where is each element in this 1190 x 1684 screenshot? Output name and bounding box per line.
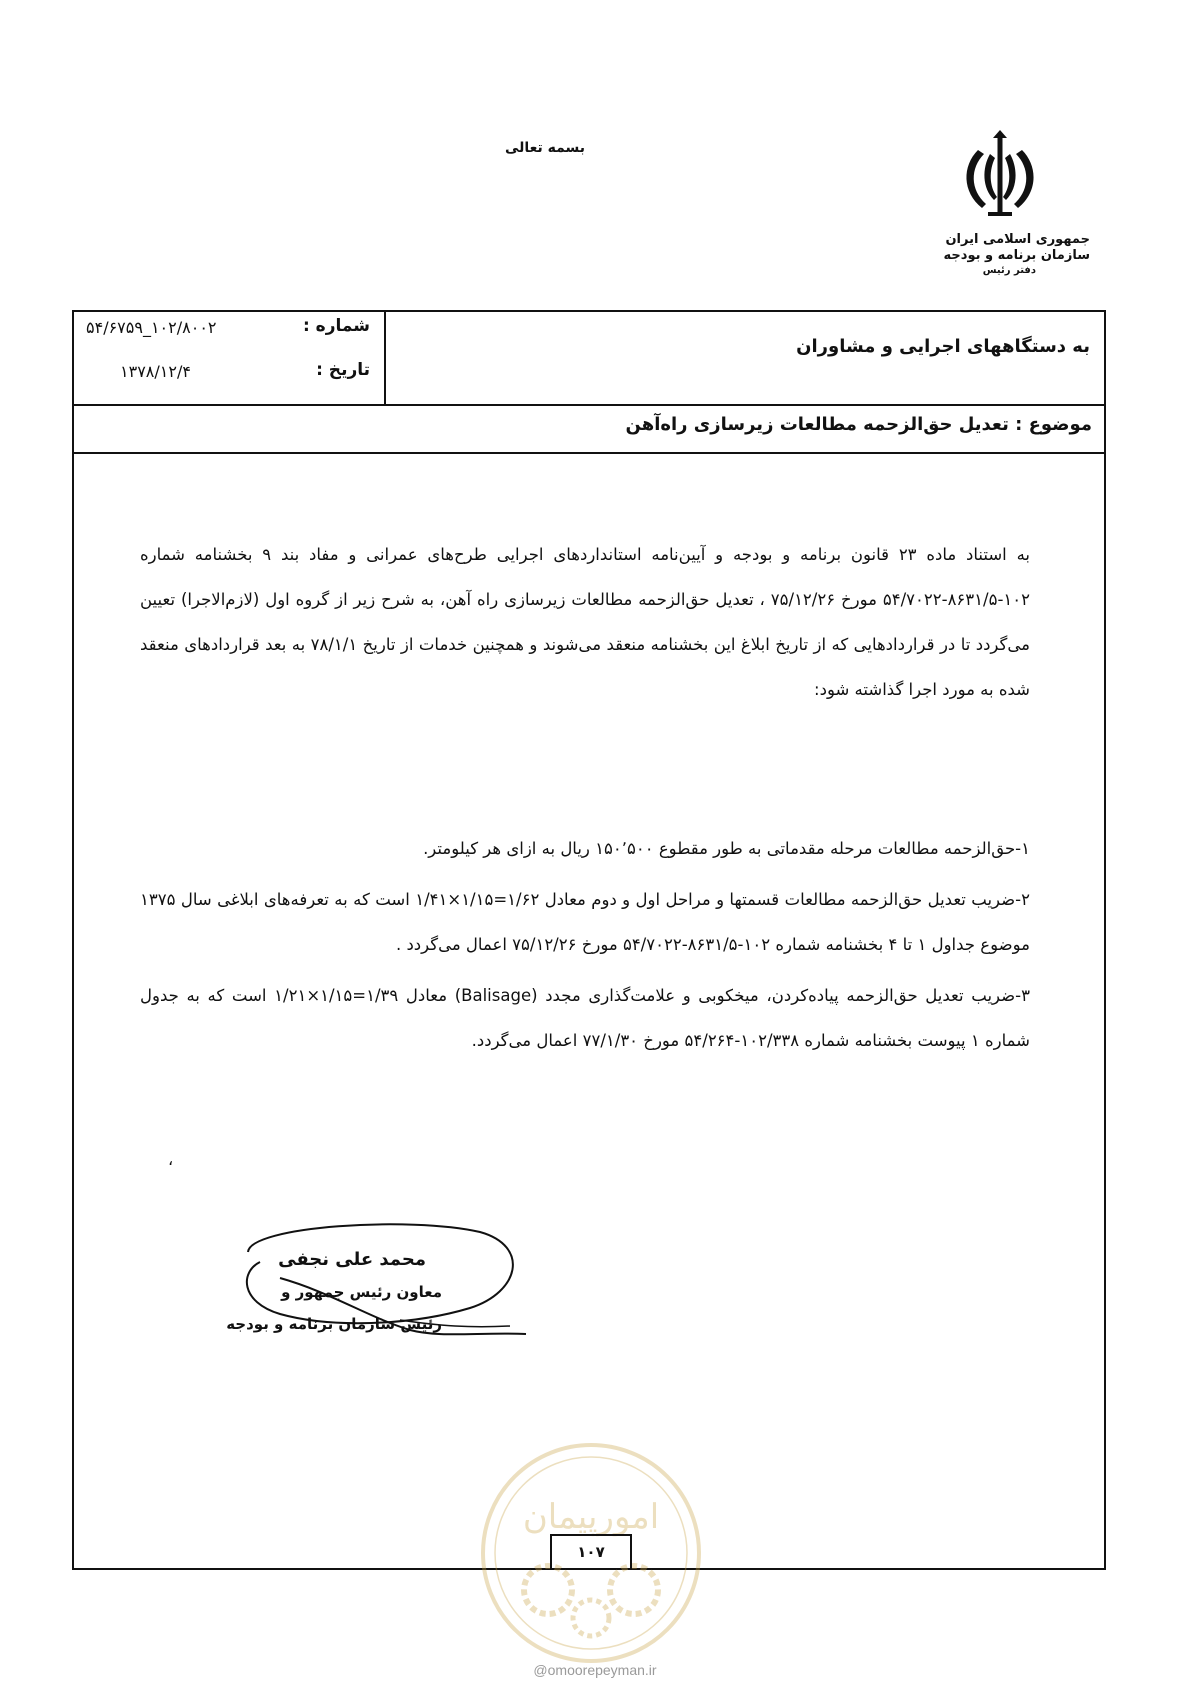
subject-line: موضوع : تعدیل حق‌الزحمه مطالعات زیرسازی راه‌آهن [625,414,1092,435]
bismillah-heading: بسمه تعالی [504,140,586,156]
org-country: جمهوری اسلامی ایران [945,232,1090,247]
signer-name: محمد علی نجفی [278,1249,426,1270]
signer-title: رئیس سازمان برنامه و بودجه [226,1315,442,1333]
date-label: تاریخ : [316,360,370,380]
page-number: ۱۰۷ [550,1534,632,1570]
list-item: ۲-ضریب تعدیل حق‌الزحمه مطالعات قسمتها و مراحل اول و دوم معادل ۱/۶۲=۱/۱۵×۱/۴۱ است که به تعرفه‌های ابلاغی سال ۱۳۷۵ موضوع جداول ۱ تا ۴ بخشنامه شماره ۱۰۲-۸۶۳۱/۵-۵۴/۷۰۲۲ مورخ ۷۵/۱۲/۲۶ اعمال می‌گردد . [140,890,1030,954]
items-list [140,826,1030,1069]
watermark-site: @omoorepeyman.ir [533,1662,657,1678]
iran-emblem-icon [960,130,1040,222]
org-name: سازمان برنامه و بودجه [943,248,1090,264]
signature-block [226,1244,442,1340]
watermark-text: امورپیمان [522,1497,660,1537]
org-office: دفتر رئیس [982,264,1036,276]
divider-line [384,310,386,404]
signer-title: معاون رئیس جمهور و [281,1283,442,1301]
recipient: به دستگاههای اجرایی و مشاوران [796,336,1090,357]
list-item: ۱-حق‌الزحمه مطالعات مرحله مقدماتی به طور مقطوع ۱۵۰٬۵۰۰ ریال به ازای هر کیلومتر. [423,839,1030,858]
letter-number: ۱۰۲/۸۰۰۲_۵۴/۶۷۵۹ [86,318,217,337]
divider-line [72,404,1106,406]
divider-line [72,452,1106,454]
number-label: شماره : [302,316,370,336]
list-item: ۳-ضریب تعدیل حق‌الزحمه پیاده‌کردن، میخکوبی و علامت‌گذاری مجدد (Balisage) معادل ۱/۳۹=۱/۱۵×۱/۲۱ است که به جدول شماره ۱ پیوست بخشنامه شماره ۱۰۲/۳۳۸-۵۴/۲۶۴ مورخ ۷۷/۱/۳۰ اعمال می‌گردد. [140,986,1030,1050]
intro-paragraph: به استناد ماده ۲۳ قانون برنامه و بودجه و آیین‌نامه استانداردهای اجرایی طرح‌های عمرانی و مفاد بند ۹ بخشنامه شماره ۱۰۲-۸۶۳۱/۵-۵۴/۷۰۲۲ مورخ ۷۵/۱۲/۲۶ ، تعدیل حق‌الزحمه مطالعات زیرسازی راه آهن، به شرح زیر از گروه اول (لازم‌الاجرا) تعیین می‌گردد تا در قراردادهایی که از تاریخ ابلاغ این بخشنامه منعقد می‌شوند و همچنین خدمات از تاریخ ۷۸/۱/۱ به بعد قراردادهای منعقد شده به مورد اجرا گذاشته شود: [140,545,1031,699]
letter-date: ۱۳۷۸/۱۲/۴ [120,362,191,381]
margin-mark: ، [168,1150,174,1169]
organization-block [900,232,1090,277]
